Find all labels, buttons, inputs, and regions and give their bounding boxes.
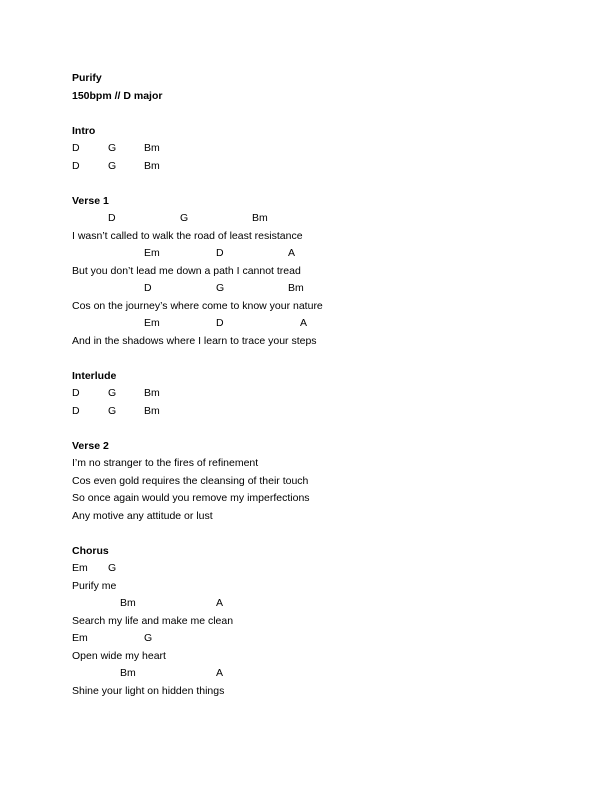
chord: Bm: [120, 597, 136, 609]
lyric-line: So once again would you remove my imperfections: [72, 492, 310, 504]
chord-row: [72, 560, 592, 578]
chord: D: [72, 387, 80, 399]
lyric-line: Search my life and make me clean: [72, 614, 234, 627]
chord: D: [72, 142, 80, 154]
section-heading-verse-1: Verse 1: [72, 194, 109, 207]
chord: Em: [144, 317, 160, 329]
chord: Em: [144, 247, 160, 259]
chord-row: [72, 210, 592, 228]
spacer: [72, 175, 592, 193]
section-heading-verse-2: Verse 2: [72, 439, 109, 452]
chord: G: [108, 142, 117, 154]
lyric-line: But you don’t lead me down a path I cannot tread: [72, 264, 301, 277]
chord-row: [72, 630, 592, 648]
chord: A: [216, 597, 224, 609]
chord: G: [144, 632, 153, 644]
chord: Bm: [144, 159, 160, 172]
chord-row: [72, 403, 592, 421]
spacer: [72, 105, 592, 123]
chord: A: [300, 317, 308, 329]
chord-row: [72, 665, 592, 683]
chord: G: [108, 404, 117, 417]
chord: D: [72, 404, 80, 417]
lyric-line: Open wide my heart: [72, 649, 166, 662]
lyric-line: And in the shadows where I learn to trace your steps: [72, 334, 317, 347]
chord-row: [72, 245, 592, 263]
spacer: [72, 420, 592, 438]
spacer: [72, 350, 592, 368]
chord-row: [72, 140, 592, 158]
lyric-line: Any motive any attitude or lust: [72, 509, 213, 522]
chord: Bm: [144, 404, 160, 417]
chord: D: [216, 247, 224, 259]
chord: Em: [72, 562, 88, 574]
section-heading-interlude: Interlude: [72, 369, 117, 382]
chord: A: [288, 247, 296, 259]
chord: Bm: [144, 142, 160, 154]
chord: Bm: [288, 282, 304, 294]
lyric-line: I wasn’t called to walk the road of least resistance: [72, 229, 303, 242]
spacer: [72, 525, 592, 543]
chord: D: [144, 282, 152, 294]
chord: G: [108, 159, 117, 172]
chord-row: [72, 385, 592, 403]
chord: G: [108, 562, 117, 574]
chord: Bm: [120, 667, 136, 679]
tempo-key: 150bpm // D major: [72, 89, 163, 102]
chord: Bm: [252, 212, 268, 224]
chord: D: [216, 317, 224, 329]
chord: A: [216, 667, 224, 679]
chord: G: [180, 212, 189, 224]
chord-row: [72, 158, 592, 176]
section-heading-intro: Intro: [72, 124, 96, 137]
chord-row: [72, 280, 592, 298]
lyric-line: I’m no stranger to the fires of refinement: [72, 457, 259, 469]
lyric-line: Cos on the journey’s where come to know your nature: [72, 299, 323, 312]
chord-row: [72, 595, 592, 613]
chord: G: [108, 387, 117, 399]
chord-sheet: [72, 70, 592, 700]
chord: G: [216, 282, 225, 294]
chord-row: [72, 315, 592, 333]
chord: D: [108, 212, 116, 224]
chord: D: [72, 159, 80, 172]
lyric-line: Purify me: [72, 579, 117, 592]
section-heading-chorus: Chorus: [72, 544, 109, 557]
song-title: Purify: [72, 72, 102, 84]
lyric-line: Cos even gold requires the cleansing of their touch: [72, 474, 309, 487]
lyric-line: Shine your light on hidden things: [72, 684, 225, 697]
chord: Em: [72, 632, 88, 644]
chord: Bm: [144, 387, 160, 399]
